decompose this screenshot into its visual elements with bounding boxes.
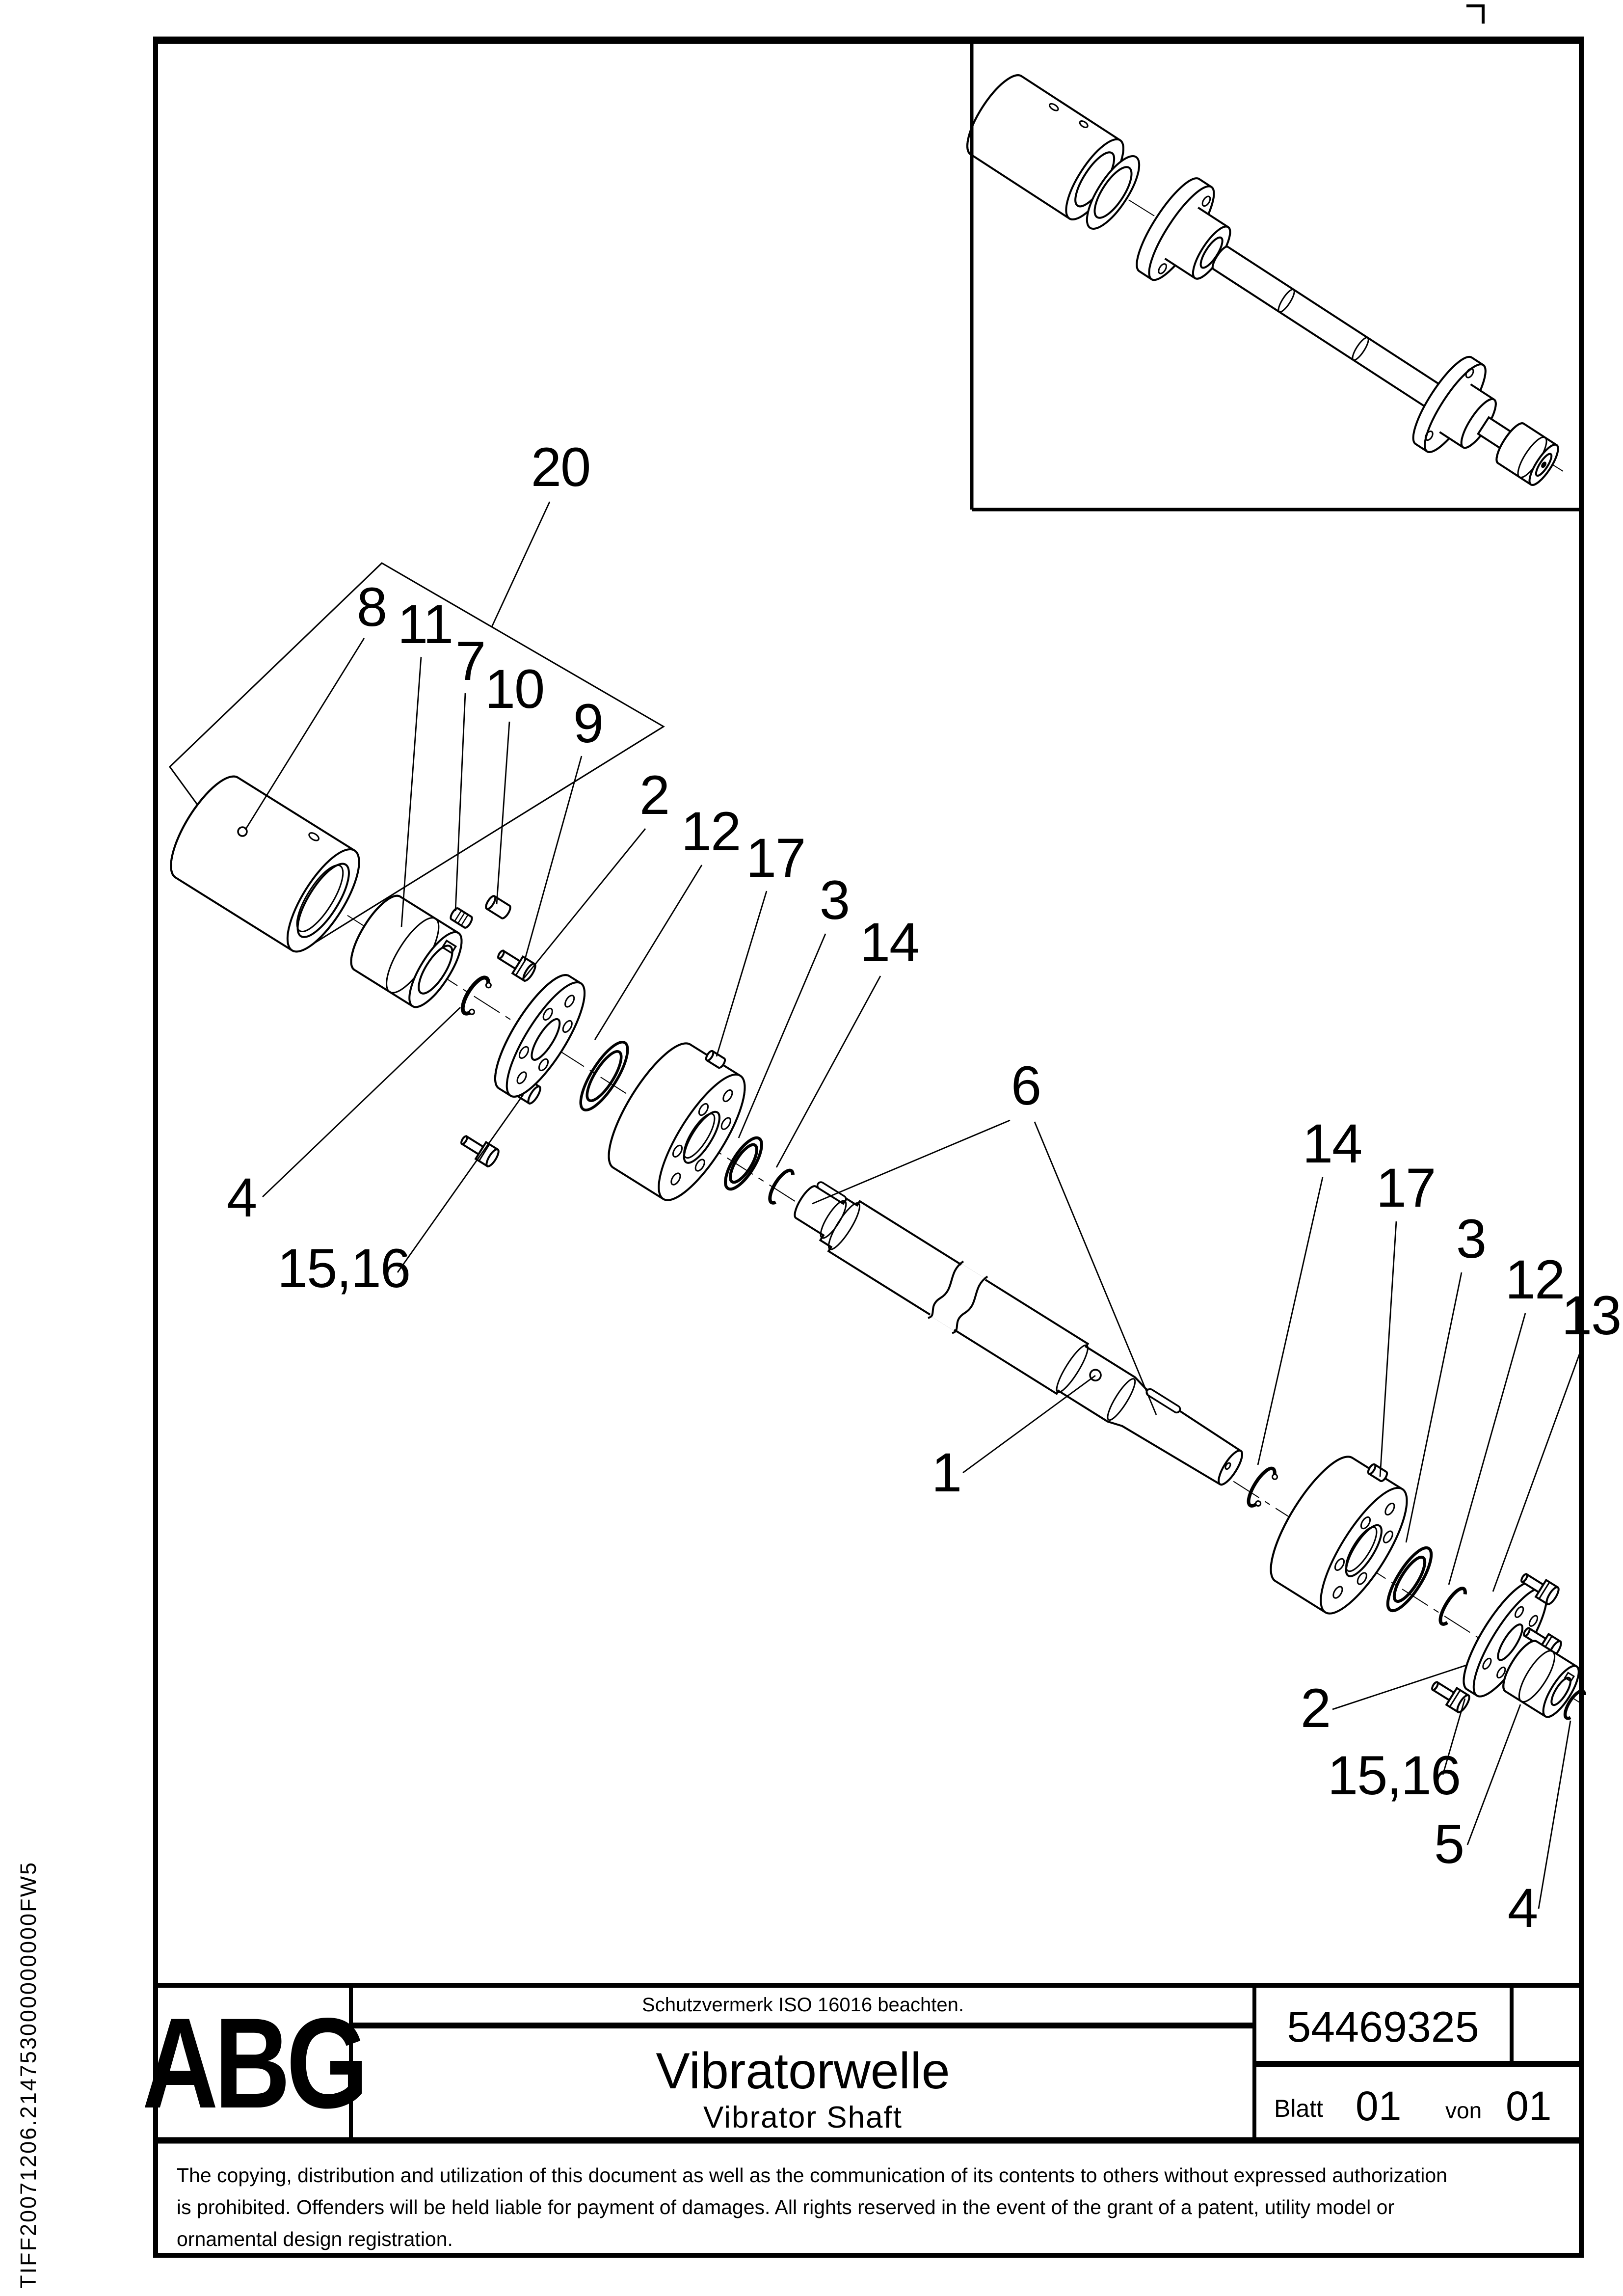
inset-shaft <box>1210 244 1445 410</box>
part-label-14-right: 14 <box>1302 1113 1362 1174</box>
part-label-11: 11 <box>397 594 453 655</box>
part-label-3-right: 3 <box>1456 1208 1486 1270</box>
part-label-4-right: 4 <box>1507 1877 1538 1939</box>
part-label-15-16-right: 15,16 <box>1327 1745 1461 1806</box>
part-label-9: 9 <box>573 693 603 754</box>
sheet-of-value: 01 <box>1506 2083 1552 2129</box>
part-bearing-housing-left <box>594 1032 760 1211</box>
part-label-13: 13 <box>1561 1285 1621 1346</box>
part-bolt <box>494 945 537 982</box>
part-circlip-4-left <box>458 974 493 1017</box>
inset-assembled-shaft <box>958 68 1563 489</box>
crop-mark <box>1466 6 1483 24</box>
sheet-value: 01 <box>1356 2083 1402 2129</box>
sheet-label: Blatt <box>1274 2095 1324 2122</box>
part-circlip-12-right <box>1436 1585 1467 1626</box>
protection-note: Schutzvermerk ISO 16016 beachten. <box>642 1994 964 2016</box>
drawing-title-en: Vibrator Shaft <box>703 2101 903 2134</box>
part-label-14-left: 14 <box>859 912 919 973</box>
disclaimer-line-2: is prohibited. Offenders will be held liable for payment of damages. All rights reserved in the event of the grant of a patent, utility model or <box>177 2196 1395 2218</box>
drawing-frame <box>153 40 1584 2255</box>
part-label-12-right: 12 <box>1505 1249 1565 1310</box>
part-label-1: 1 <box>931 1442 961 1503</box>
part-set-screw <box>449 907 473 929</box>
part-bearing-housing-right <box>1256 1446 1422 1624</box>
part-label-5: 5 <box>1434 1813 1464 1875</box>
part-label-20: 20 <box>531 436 590 498</box>
part-label-2-left: 2 <box>639 764 669 826</box>
part-label-12-left: 12 <box>681 801 741 862</box>
part-number: 54469325 <box>1287 2002 1479 2051</box>
part-coupling-hub <box>342 889 471 1014</box>
disclaimer-line-3: ornamental design registration. <box>177 2228 453 2250</box>
part-label-6: 6 <box>1011 1055 1041 1116</box>
company-logo: ABG <box>142 1991 365 2135</box>
part-label-8: 8 <box>356 576 387 638</box>
part-retaining-ring-14-right <box>1244 1465 1280 1510</box>
part-label-15-16-left: 15,16 <box>277 1238 410 1299</box>
part-label-2-right: 2 <box>1300 1677 1330 1739</box>
disclaimer-line-1: The copying, distribution and utilization of this document as well as the communication of its contents to others without expressed authorization <box>177 2164 1447 2187</box>
part-flange-plate-left <box>482 966 598 1106</box>
part-label-17-left: 17 <box>745 827 805 889</box>
part-plug <box>484 895 512 920</box>
drawing-title-de: Vibratorwelle <box>656 2043 950 2100</box>
inset-flange-bearing-left <box>1127 171 1250 304</box>
part-label-17-right: 17 <box>1376 1157 1436 1218</box>
part-label-10: 10 <box>484 658 544 720</box>
part-labels <box>227 436 1621 1939</box>
document-side-code: TIFF20071206.214753000000000FW5 <box>16 1861 41 2289</box>
part-label-7: 7 <box>455 630 485 692</box>
part-label-3-left: 3 <box>819 869 850 931</box>
sheet-of-label: von <box>1445 2098 1482 2123</box>
part-vibrator-shaft <box>783 1171 1253 1499</box>
part-label-4-left: 4 <box>226 1167 257 1228</box>
